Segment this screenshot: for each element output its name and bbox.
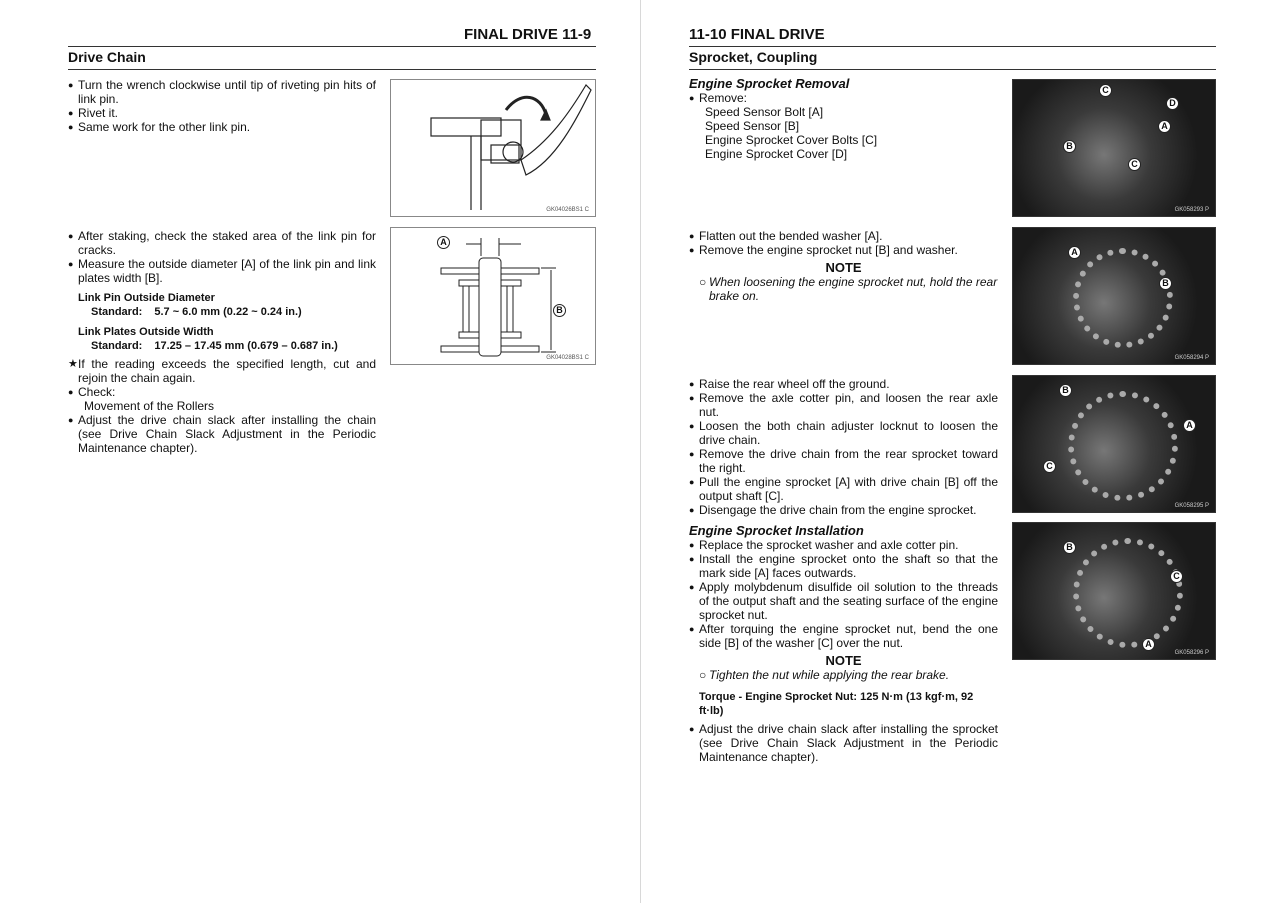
- callout-b: B: [553, 304, 566, 317]
- step: ● Turn the wrench clockwise until tip of riveting pin hits of link pin.: [68, 78, 376, 106]
- check-item: Movement of the Rollers: [84, 399, 215, 413]
- note-text: ○ When loosening the engine sprocket nut, hold the rear brake on.: [699, 275, 998, 303]
- riveting-tool-drawing: [391, 80, 595, 216]
- step: ● Flatten out the bended washer [A].: [689, 229, 883, 243]
- spec-value: Standard: 17.25 – 17.45 mm (0.679 – 0.687 in.): [91, 340, 338, 352]
- step: ● Apply molybdenum disulfide oil solution to the threads of the output shaft and the seating surface of the engine sprocket nut.: [689, 580, 998, 622]
- remove-item: Speed Sensor [B]: [705, 119, 800, 133]
- callout-a: A: [1158, 120, 1171, 133]
- right-page-header: 11-10 FINAL DRIVE: [689, 26, 825, 43]
- step: ● Loosen the both chain adjuster locknut to loosen the drive chain.: [689, 419, 998, 447]
- photo-code: GK058293 P: [1174, 207, 1209, 213]
- section-rule: [68, 69, 596, 70]
- photo-code: GK058294 P: [1174, 355, 1209, 361]
- callout-a: A: [1068, 246, 1081, 259]
- left-page-header: FINAL DRIVE 11-9: [464, 26, 592, 43]
- measurement-steps: [68, 229, 376, 455]
- step: ● Remove:: [689, 91, 748, 105]
- header-rule: [68, 46, 596, 47]
- photo-code: GK058295 P: [1174, 503, 1209, 509]
- step: ● Adjust the drive chain slack after installing the chain (see Drive Chain Slack Adjustment in the Periodic Maintenance chapter).: [68, 413, 376, 455]
- step: ● Raise the rear wheel off the ground.: [689, 377, 890, 391]
- riveting-steps: [68, 78, 376, 134]
- step: ● After staking, check the staked area of the link pin for cracks.: [68, 229, 376, 257]
- figure-code: GK04026BS1 C: [546, 207, 589, 213]
- note-label: NOTE: [825, 260, 862, 275]
- step: ● Check:: [68, 385, 116, 399]
- callout-c: C: [1043, 460, 1056, 473]
- callout-b: B: [1059, 384, 1072, 397]
- step: ● After torquing the engine sprocket nut, bend the one side [B] of the washer [C] over the nut.: [689, 622, 998, 650]
- removal-section: [689, 77, 998, 161]
- step: ● Adjust the drive chain slack after installing the sprocket (see Drive Chain Slack Adjustment in the Periodic Maintenance chapter).: [689, 722, 998, 764]
- spec-title: Link Pin Outside Diameter: [78, 292, 215, 304]
- callout-b: B: [1063, 140, 1076, 153]
- spec-title: Link Plates Outside Width: [78, 326, 214, 338]
- right-section-title: Sprocket, Coupling: [689, 49, 818, 65]
- sprocket-nut-photo: [1012, 227, 1216, 365]
- figure-code: GK04028BS1 C: [546, 355, 589, 361]
- note-text: ○ Tighten the nut while applying the rear brake.: [699, 668, 950, 682]
- step: ● Rivet it.: [68, 106, 119, 120]
- section-rule: [689, 69, 1216, 70]
- step: ● Pull the engine sprocket [A] with drive chain [B] off the output shaft [C].: [689, 475, 998, 503]
- step: ● Remove the engine sprocket nut [B] and washer.: [689, 243, 958, 257]
- step: ● Install the engine sprocket onto the shaft so that the mark side [A] faces outwards.: [689, 552, 998, 580]
- left-section-title: Drive Chain: [68, 49, 146, 65]
- sprocket-cover-photo: [1012, 79, 1216, 217]
- step: ● Same work for the other link pin.: [68, 120, 251, 134]
- callout-c: C: [1128, 158, 1141, 171]
- sprocket-removal-steps: [689, 377, 998, 517]
- link-pin-drawing: [391, 228, 595, 364]
- spec-value: Standard: 5.7 ~ 6.0 mm (0.22 ~ 0.24 in.): [91, 306, 302, 318]
- step: ● Replace the sprocket washer and axle cotter pin.: [689, 538, 959, 552]
- torque-spec: Torque - Engine Sprocket Nut: 125 N·m (13 kgf·m, 92 ft·lb): [699, 691, 974, 717]
- nut-removal-steps: [689, 229, 998, 303]
- removal-title: Engine Sprocket Removal: [689, 76, 850, 91]
- remove-item: Speed Sensor Bolt [A]: [705, 105, 824, 119]
- callout-b: B: [1159, 277, 1172, 290]
- sprocket-chain-photo: [1012, 375, 1216, 513]
- callout-d: D: [1166, 97, 1179, 110]
- installation-title: Engine Sprocket Installation: [689, 523, 864, 538]
- header-rule: [689, 46, 1216, 47]
- star-note: ★ If the reading exceeds the specified length, cut and rejoin the chain again.: [68, 357, 376, 385]
- sprocket-install-photo: [1012, 522, 1216, 660]
- step: ● Measure the outside diameter [A] of the link pin and link plates width [B].: [68, 257, 376, 285]
- link-pin-measurement-figure: [390, 227, 596, 365]
- step: ● Remove the drive chain from the rear sprocket toward the right.: [689, 447, 998, 475]
- photo-code: GK058296 P: [1174, 650, 1209, 656]
- remove-item: Engine Sprocket Cover [D]: [705, 147, 848, 161]
- note-label: NOTE: [825, 653, 862, 668]
- installation-section: [689, 524, 998, 764]
- callout-b: B: [1063, 541, 1076, 554]
- callout-a: A: [1142, 638, 1155, 651]
- callout-a: A: [1183, 419, 1196, 432]
- chain-riveting-tool-figure: [390, 79, 596, 217]
- remove-item: Engine Sprocket Cover Bolts [C]: [705, 133, 878, 147]
- callout-c: C: [1170, 570, 1183, 583]
- page-divider: [640, 0, 641, 903]
- callout-a: A: [437, 236, 450, 249]
- step: ● Remove the axle cotter pin, and loosen the rear axle nut.: [689, 391, 998, 419]
- step: ● Disengage the drive chain from the engine sprocket.: [689, 503, 977, 517]
- callout-c: C: [1099, 84, 1112, 97]
